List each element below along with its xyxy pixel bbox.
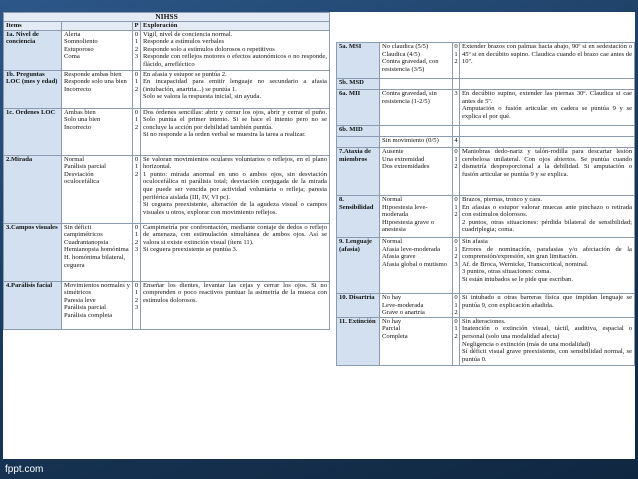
option-line: Movimientos normales y simétricos [64,281,130,297]
exploration-text [141,281,330,329]
points-list [453,79,460,90]
nihss-row [4,30,330,70]
option-line: H. homónima bilateral, ceguera [64,253,126,269]
exploration-line: Si ceguera preexistente se puntúa 3. [143,246,238,254]
item-category: 11. Extinción [337,317,380,365]
exploration-text [141,108,330,155]
item-category: 6a. MII [337,90,380,126]
exploration-text [460,238,635,294]
option-list [62,70,133,108]
exploration-line: Sí déficit visual grave preexistente, con sensibilidad normal, se puntúa 0. [462,348,632,363]
exploration-text [141,155,330,223]
nihss-sheet [3,12,635,459]
points-line: 0 [134,30,139,38]
exploration-text [460,148,635,196]
points-line: 0 [134,155,139,163]
points-line: 2 [134,170,139,178]
points-line: 0 [454,294,458,301]
exploration-text [460,137,635,148]
exploration-line: En decúbito supino, extender las piernas 30º. Claudica si cae antes de 5''. [462,90,632,105]
item-category: 5a. MSI [337,43,380,79]
points-line: 2 [454,58,458,66]
exploration-line: Maniobras dedo-nariz y talón-rodilla para descartar lesión cerebelosa unilateral. Con ojos abiertos. Se puntúa cuando dismetría desproporcional a la debilidad. Si amputación o fusión articular se puntúa 9 y se explica. [462,148,632,178]
option-line: Normal [382,238,403,245]
exploration-line: 2 puntos, otras situaciones: pérdida bilateral de sensibilidad; cuadriplegia; coma. [462,218,632,234]
points-line: 3 [134,246,139,254]
points-list [453,238,460,294]
option-line: Parálisis parcial [64,304,106,312]
points-line: 0 [454,238,458,245]
option-line: Coma [64,53,80,61]
points-line: 2 [134,296,139,304]
option-line: Leve-moderada [382,301,424,309]
option-line: Incorrecto [64,123,92,131]
option-list [380,317,453,365]
exploration-line: Inatención o extinción visual, táctil, auditiva, espacial o personal (solo una modalidad afecta) [462,325,632,340]
option-list [380,90,453,126]
exploration-text [460,294,635,318]
exploration-line: Campimetría por confrontación, mediante contaje de dedos o reflejo de amenaza, con estimulación simultánea de ambos ojos. Así se valora si existe extinción visual (ítem 11). [143,223,327,246]
exploration-line: Negligencia o extinción (más de una modalidad) [462,340,591,348]
nihss-row [337,238,635,294]
header-points: P [134,22,139,29]
exploration-text [141,223,330,281]
option-list [380,148,453,196]
option-line: Cuadrantanopsia [64,238,109,246]
points-line: 2 [454,253,458,261]
option-line: Desviación oculocefálica [64,170,100,186]
option-list [380,79,453,90]
option-line: Estuporoso [64,45,94,53]
exploration-line: Extender brazos con palmas hacia abajo, 90º si en sedestación o 45º si en decúbito supino. Claudica cuando el brazo cae antes de 10''. [462,43,632,66]
points-line: 1 [134,163,139,171]
exploration-line: Af. de Broca, Wernicke, Transcortical, nominal. [462,260,589,268]
points-line: 0 [454,43,458,50]
option-line: Paresia leve [64,296,96,304]
points-list [133,108,141,155]
exploration-text [141,70,330,108]
option-line: No claudica (5/5) [382,43,429,50]
option-list [62,30,133,70]
option-line: Hemianopsia homónima [64,246,129,254]
points-line: 2 [134,85,139,93]
points-line: 3 [134,53,139,61]
exploration-line: Enseñar los dientes, levantar las cejas y cerrar los ojos. Si no comprenden o poco reactivos puntuar la asimetría de la mueca con estímulos dolorosos. [143,281,327,304]
option-line: Sin déficit campimétricos [64,223,103,239]
option-list [380,238,453,294]
points-line: 2 [454,309,458,317]
nihss-row [4,108,330,155]
nihss-row [337,79,635,90]
points-line: 3 [454,260,458,268]
exploration-text [460,317,635,365]
table-title: NIHSS [4,13,330,22]
option-list [62,223,133,281]
option-line: Alerta [64,30,81,38]
exploration-text [460,126,635,137]
exploration-line: Sin afasia [462,238,488,245]
option-line: Parálisis parcial [64,163,106,171]
points-line: 0 [454,317,458,325]
option-list [380,43,453,79]
option-line: No hay [382,317,402,325]
points-list [453,126,460,137]
exploration-line: Si ceguera preexistente, alteración de la agudeza visual o campos visuales u otros, explorar con movimiento reflejos. [143,201,327,216]
points-line: 1 [454,50,458,58]
item-category: 6b. MID [337,126,380,137]
points-line: 0 [134,108,139,116]
item-category: 3.Campos visuales [4,223,62,281]
nihss-row [337,317,635,365]
nihss-row [337,126,635,137]
points-list [133,155,141,223]
points-line: 0 [454,148,458,155]
points-line: 1 [134,38,139,46]
option-line: Dos extremidades [382,163,430,171]
points-list [133,281,141,329]
points-list [453,90,460,126]
points-line: 0 [134,223,139,231]
points-list [133,223,141,281]
exploration-text [460,90,635,126]
option-list [380,196,453,238]
points-line: 2 [454,332,458,340]
option-line: Hipoestesia grave o anestesia [382,218,434,234]
item-category: 1b. Preguntas LOC (mes y edad) [4,70,62,108]
points-list [453,148,460,196]
nihss-row [337,90,635,126]
item-category: 5b. MSD [337,79,380,90]
exploration-line: Responde con reflejos motores o efectos autonómicos o no responde, flácido, arrefléctico [143,53,327,68]
points-list [453,294,460,318]
exploration-line: Si no responde a la orden verbal se muestra la tarea a realizar. [143,131,306,139]
points-line: 1 [454,325,458,333]
nihss-row [4,223,330,281]
exploration-line: Responde solo a estímulos dolorosos o repetitivos [143,45,275,53]
option-line: Ausente [382,148,404,155]
points-line: 0 [454,196,458,203]
option-line: Sin movimiento (0/5) [382,137,439,144]
points-list [133,30,141,70]
exploration-text [141,30,330,70]
option-line: Incorrecto [64,85,92,93]
option-list [62,155,133,223]
exploration-line: 3 puntos, otras situaciones: coma. [462,268,551,276]
option-line: Contra gravedad, con resistencia (3/5) [382,58,439,73]
points-line: 1 [454,203,458,211]
option-line: No hay [382,294,402,301]
option-line: Responde ambas bien [64,70,122,78]
points-line: 1 [454,245,458,253]
exploration-text [460,196,635,238]
option-list [62,108,133,155]
points-line: 3 [134,304,139,312]
exploration-line: Responde a estímulos verbales [143,38,225,46]
item-category [337,137,380,148]
header-exploration: Exploración [141,22,330,31]
points-line: 1 [134,289,139,297]
points-line: 2 [454,163,458,171]
nihss-row [337,137,635,148]
points-line: 0 [134,70,139,78]
option-line: Somnoliento [64,38,98,46]
item-category: 1c. Órdenes LOC [4,108,62,155]
option-line: Ambas bien [64,108,96,116]
option-list [380,294,453,318]
option-line: Solo una bien [64,116,101,124]
watermark-text: fppt.com [5,464,44,475]
exploration-line: Si están intubados se le pide que escriban. [462,275,573,283]
points-list [453,137,460,148]
exploration-line: Dos órdenes sencillas: abrir y cerrar los ojos, abrir y cerrar el puño. Solo puntúa el primer intento. Si se hace el intento pero no se concluye la acción por debilidad también puntúa. [143,108,327,131]
nihss-row [337,294,635,318]
points-list [453,317,460,365]
item-category: 1a. Nivel de conciencia [4,30,62,70]
exploration-line: 1 punto: mirada anormal en uno o ambos ojos, sin desviación oculocefálica ni parálisis total; desviación conjugada de la mirada que puede ser vencida por actividad voluntaria o refleja; paresia periférica aislada (III, IV, VI pc). [143,170,327,201]
option-line: Afasia global o mutismo [382,260,448,268]
points-line: 4 [454,137,458,144]
option-line: Completa [382,332,408,340]
nihss-left-table [3,12,330,459]
exploration-text [460,43,635,79]
points-line: 0 [134,281,139,289]
points-line: 1 [454,301,458,309]
exploration-line: Vigil, nivel de conciencia normal. [143,30,233,38]
exploration-line: Sin alteraciones. [462,317,506,325]
nihss-row [4,281,330,329]
option-line: Parálisis completa [64,311,113,319]
nihss-row [337,43,635,79]
option-line: Responde solo una bien [64,78,127,86]
option-list [380,126,453,137]
points-list [133,70,141,108]
exploration-line: Brazos, piernas, tronco y cara. [462,196,543,203]
option-line: Hipoestesia leve-moderada [382,203,428,219]
exploration-text [460,79,635,90]
points-list [453,196,460,238]
option-line: Una extremidad [382,155,425,163]
exploration-line: Se valoran movimientos oculares voluntarios o reflejos, en el plano horizontal. [143,155,327,171]
option-line: Normal [64,155,85,163]
points-line: 1 [134,116,139,124]
exploration-line: Amputación o fusión articular en cadera se puntúa 9 y se explica el por qué. [462,105,632,120]
item-category: 9. Lenguaje (afasia) [337,238,380,294]
points-line: 2 [134,238,139,246]
exploration-line: Solo se valora la respuesta inicial, sin ayuda. [143,93,262,101]
option-list [380,137,453,148]
option-line: Grave o anartria [382,309,425,317]
option-line: Afasia grave [382,253,416,261]
nihss-right-table [336,42,635,459]
option-line: Afasia leve-moderada [382,245,441,253]
header-blank [62,22,133,31]
exploration-line: En incapacidad para emitir lenguaje no secundario a afasia (intubación, anartria...) se puntúa 1. [143,78,327,93]
exploration-line: En afasia y estupor se puntúa 2. [143,70,227,78]
points-line: 3 [454,90,458,97]
points-line: 2 [454,211,458,219]
option-line: Contra gravedad, sin resistencia (1-2/5) [382,90,437,105]
points-list [453,43,460,79]
option-line: Parcial [382,325,401,333]
item-category: 10. Disartria [337,294,380,318]
nihss-row [4,155,330,223]
points-line: 2 [134,45,139,53]
exploration-line: Si intubado u otras barreras física que impidan lenguaje se puntúa 9, con explicación añadida. [462,294,632,309]
nihss-row [337,196,635,238]
header-items: Items [4,22,62,31]
points-line: 2 [134,123,139,131]
nihss-row [337,148,635,196]
exploration-line: En afasias o estupor valorar muecas ante pinchazo o retirada con estímulos dolorosos. [462,203,632,219]
points-line: 1 [454,155,458,163]
option-line: Normal [382,196,403,203]
option-list [62,281,133,329]
item-category: 2.Mirada [4,155,62,223]
exploration-line: Errores de nominación, parafasias y/o afectación de la comprensión/expresión, sin gran limitación. [462,245,632,261]
nihss-row [4,70,330,108]
item-category: 8. Sensibilidad [337,196,380,238]
points-line: 1 [134,78,139,86]
item-category: 7.Ataxia de miembros [337,148,380,196]
option-line: Claudica (4/5) [382,50,420,58]
item-category: 4.Parálisis facial [4,281,62,329]
points-line: 1 [134,231,139,239]
